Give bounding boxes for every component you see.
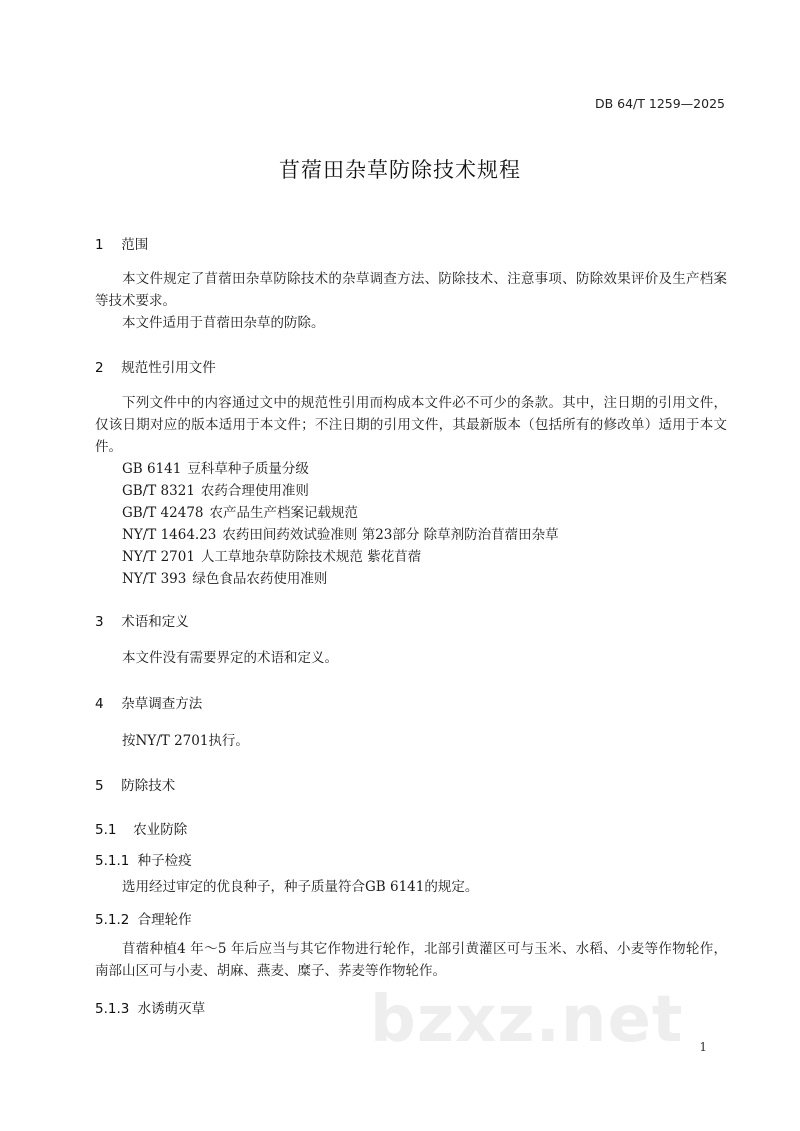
section-title: 规范性引用文件 <box>121 360 216 376</box>
subsection-heading-5-1-3 <box>95 997 205 1017</box>
section-title: 防除技术 <box>121 778 176 794</box>
reference-item <box>122 524 722 546</box>
section-heading-1 <box>95 233 148 253</box>
section-number: 5.1.1 <box>95 853 130 869</box>
reference-title: 农产品生产档案记载规范 <box>209 505 358 521</box>
section-title: 种子检疫 <box>137 853 192 869</box>
reference-title: 豆科草种子质量分级 <box>187 461 309 477</box>
section-heading-2 <box>95 356 216 376</box>
reference-title: 人工草地杂草防除技术规范 紫花苜蓿 <box>200 549 422 565</box>
watermark: bzxz.net <box>370 983 684 1057</box>
paragraph: 苜蓿种植4 年～5 年后应当与其它作物进行轮作，北部引黄灌区可与玉米、水稻、小麦等作物轮作，南部山区可与小麦、胡麻、燕麦、糜子、荞麦等作物轮作。 <box>95 941 727 979</box>
page-number: 1 <box>699 1040 707 1054</box>
reference-code: NY/T 1464.23 <box>122 527 217 543</box>
section-number: 2 <box>95 360 104 376</box>
paragraph: 本文件适用于苜蓿田杂草的防除。 <box>122 315 325 331</box>
normative-reference-list <box>122 458 722 590</box>
subsection-heading-5-1 <box>95 818 187 838</box>
section-number: 4 <box>95 696 104 712</box>
reference-title: 绿色食品农药使用准则 <box>192 571 328 587</box>
subsection-heading-5-1-2 <box>95 908 192 928</box>
reference-item <box>122 502 722 524</box>
section-number: 5.1.2 <box>95 912 130 928</box>
section-title: 合理轮作 <box>137 912 192 928</box>
section-title: 水诱萌灭草 <box>137 1001 206 1017</box>
section-number: 3 <box>95 614 104 630</box>
section-number: 1 <box>95 237 104 253</box>
paragraph: 下列文件中的内容通过文中的规范性引用而构成本文件必不可少的条款。其中，注日期的引用文件，仅该日期对应的版本适用于本文件；不注日期的引用文件，其最新版本（包括所有的修改单）适用于本文件。 <box>95 395 727 455</box>
reference-item <box>122 458 722 480</box>
reference-code: NY/T 393 <box>122 571 187 587</box>
section-number: 5 <box>95 778 104 794</box>
section-title: 农业防除 <box>133 822 188 838</box>
paragraph: 本文件没有需要界定的术语和定义。 <box>122 650 338 666</box>
reference-code: GB/T 8321 <box>122 483 195 499</box>
paragraph: 本文件规定了苜蓿田杂草防除技术的杂草调查方法、防除技术、注意事项、防除效果评价及生产档案等技术要求。 <box>95 271 727 309</box>
section-title: 术语和定义 <box>121 614 189 630</box>
section-heading-3 <box>95 610 189 630</box>
reference-title: 农药合理使用准则 <box>200 483 309 499</box>
reference-code: GB/T 42478 <box>122 505 204 521</box>
reference-code: NY/T 2701 <box>122 549 195 565</box>
page-title: 苜蓿田杂草防除技术规程 <box>279 158 521 182</box>
reference-code: GB 6141 <box>122 461 182 477</box>
section-number: 5.1 <box>95 822 117 838</box>
section-heading-4 <box>95 692 202 712</box>
paragraph: 选用经过审定的优良种子，种子质量符合GB 6141的规定。 <box>122 879 479 895</box>
reference-item <box>122 480 722 502</box>
section-title: 杂草调查方法 <box>121 696 203 712</box>
section-title: 范围 <box>121 237 149 253</box>
reference-item <box>122 568 722 590</box>
reference-item <box>122 546 722 568</box>
paragraph: 按NY/T 2701执行。 <box>122 733 249 749</box>
reference-title: 农药田间药效试验准则 第23部分 除草剂防治苜蓿田杂草 <box>222 527 559 543</box>
subsection-heading-5-1-1 <box>95 849 192 869</box>
document-code: DB 64/T 1259—2025 <box>594 96 725 111</box>
section-heading-5 <box>95 774 175 794</box>
section-number: 5.1.3 <box>95 1001 130 1017</box>
